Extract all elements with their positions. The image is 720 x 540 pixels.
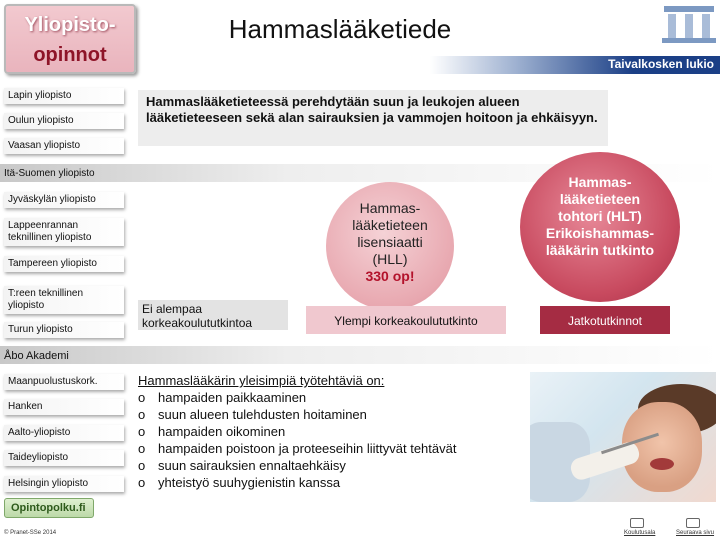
- duty-text: yhteistyö suuhygienistin kanssa: [158, 475, 341, 490]
- level-lower: Ei alempaa korkeakoulututkintoa: [138, 300, 288, 330]
- sidebar-item-tampereen[interactable]: Tampereen yliopisto: [4, 256, 124, 272]
- level-postgrad: Jatkotutkinnot: [540, 306, 670, 334]
- bullet: o: [138, 424, 146, 439]
- sidebar-item-turun[interactable]: Turun yliopisto: [4, 322, 124, 338]
- page-title: Hammaslääketiede: [228, 14, 452, 44]
- copyright: © Pranet-SSe 2014: [4, 530, 57, 536]
- sidebar-item-maanpuolustus[interactable]: Maanpuolustuskork.: [4, 374, 124, 390]
- opintopolku-link[interactable]: Opintopolku.fi: [4, 498, 94, 518]
- sidebar-band-abo[interactable]: [0, 346, 720, 364]
- degree-hll-text: Hammas-lääketieteen lisensiaatti (HLL): [352, 200, 428, 267]
- bullet: o: [138, 441, 146, 456]
- sidebar-item-ita-suomen: Itä-Suomen yliopisto: [4, 168, 95, 179]
- temple-icon: [660, 2, 718, 46]
- bullet: o: [138, 390, 146, 405]
- sidebar-item-hanken[interactable]: Hanken: [4, 399, 124, 415]
- next-arrow-icon[interactable]: [686, 518, 700, 528]
- sidebar-item-lapin[interactable]: Lapin yliopisto: [4, 88, 124, 104]
- sidebar-item-helsingin[interactable]: Helsingin yliopisto: [4, 476, 124, 492]
- list-item: [138, 406, 518, 423]
- duty-text: suun alueen tulehdusten hoitaminen: [158, 407, 367, 422]
- sidebar-item-taideyliopisto[interactable]: Taideyliopisto: [4, 450, 124, 466]
- bullet: o: [138, 407, 146, 422]
- level-higher: Ylempi korkeakoulututkinto: [306, 306, 506, 334]
- prev-arrow-icon[interactable]: [630, 518, 644, 528]
- sidebar-item-treen-teknillinen[interactable]: T:reen teknillinen yliopisto: [4, 286, 124, 314]
- nav-koulutusala-link[interactable]: Koulutusala: [624, 530, 656, 536]
- sidebar-item-abo-akademi: Åbo Akademi: [4, 350, 69, 362]
- degree-hlt-text: Hammas-lääketieteen tohtori (HLT) Erikoishammas-lääkärin tutkinto: [545, 174, 655, 258]
- degree-hll-circle: [326, 182, 454, 310]
- sidebar-item-lappeenrannan[interactable]: Lappeenrannan teknillinen yliopisto: [4, 218, 124, 246]
- list-item: [138, 474, 518, 491]
- sidebar-item-oulun[interactable]: Oulun yliopisto: [4, 113, 124, 129]
- yliopisto-opinnot-logo[interactable]: [4, 4, 136, 74]
- logo-line2: opinnot: [33, 44, 107, 66]
- list-item: [138, 440, 518, 457]
- duty-text: hampaiden poistoon ja proteeseihin liittyvät tehtävät: [158, 441, 457, 456]
- school-banner: [430, 56, 720, 74]
- nav-seuraava-link[interactable]: Seuraava sivu: [676, 530, 715, 536]
- logo-line1: Yliopisto-: [24, 14, 116, 36]
- school-name: Taivalkosken lukio: [608, 57, 714, 71]
- list-item: [138, 457, 518, 474]
- sidebar-item-jyvaskylan[interactable]: Jyväskylän yliopisto: [4, 192, 124, 208]
- list-item: [138, 389, 518, 406]
- duty-text: hampaiden oikominen: [158, 424, 286, 439]
- dentist-photo: [530, 372, 716, 502]
- sidebar-item-aalto[interactable]: Aalto-yliopisto: [4, 425, 124, 441]
- duties-list: [138, 372, 518, 491]
- list-item: [138, 423, 518, 440]
- duty-text: hampaiden paikkaaminen: [158, 390, 307, 405]
- bullet: o: [138, 475, 146, 490]
- bullet: o: [138, 458, 146, 473]
- intro-text: Hammaslääketieteessä perehdytään suun ja leukojen alueen lääketieteeseen sekä alan sairauksien ja vammojen hoitoon ja ehkäisyyn.: [138, 90, 608, 146]
- degree-hlt-circle: [520, 152, 680, 302]
- duty-text: suun sairauksien ennaltaehkäisy: [158, 458, 346, 473]
- degree-hll-credits: 330 op!: [365, 268, 415, 284]
- duties-title: Hammaslääkärin yleisimpiä työtehtäviä on:: [138, 373, 385, 388]
- sidebar-item-vaasan[interactable]: Vaasan yliopisto: [4, 138, 124, 154]
